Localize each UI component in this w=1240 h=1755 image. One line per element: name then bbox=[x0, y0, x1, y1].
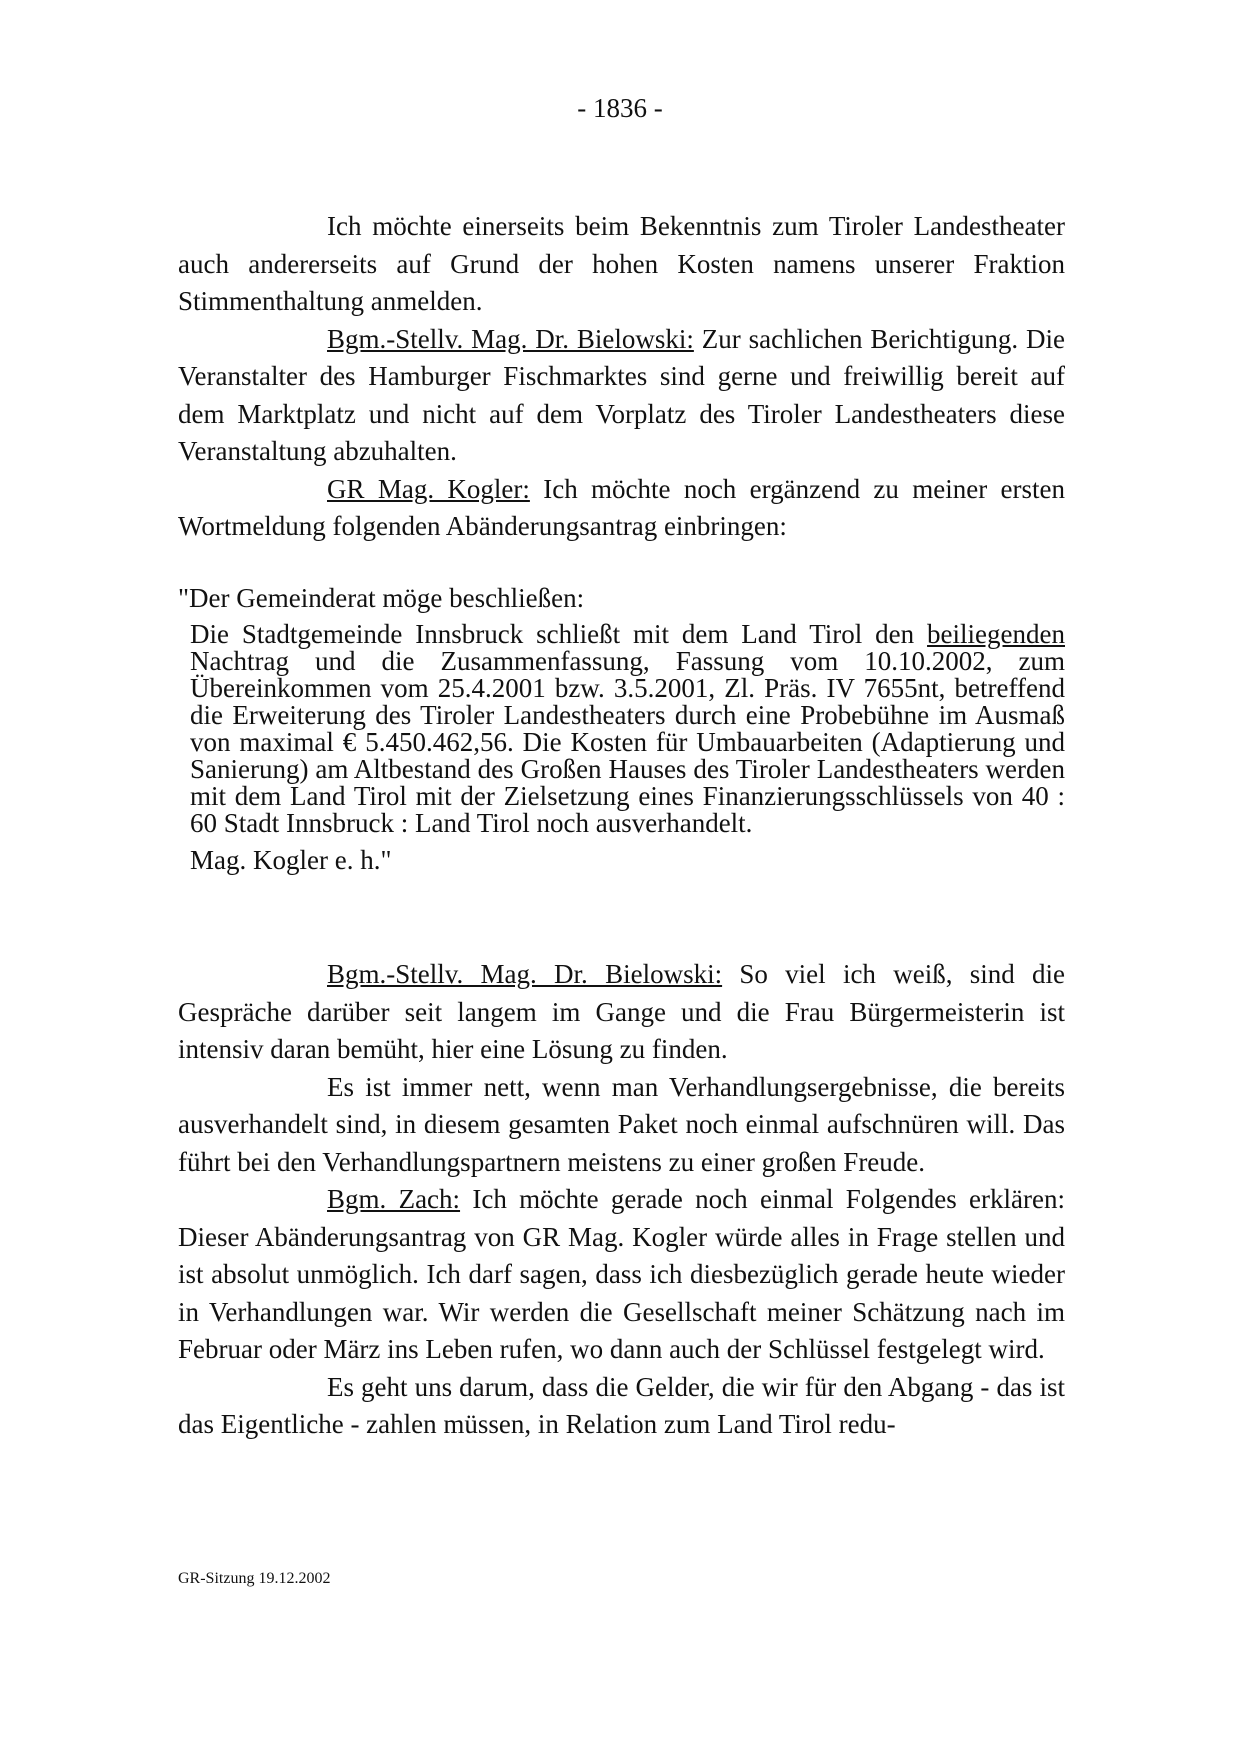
paragraph bbox=[178, 471, 1065, 546]
motion-opening: "Der Gemeinderat möge beschließen: bbox=[178, 583, 585, 613]
paragraph: Es geht uns darum, dass die Gelder, die wir für den Abgang - das ist das Eigentliche - zahlen müssen, in Relation zum Land Tirol redu- bbox=[178, 1371, 1065, 1439]
footer-session-date: GR-Sitzung 19.12.2002 bbox=[178, 1570, 331, 1587]
speech-text: Ich möchte noch ergänzend zu meiner ersten Wortmeldung folgenden Abänderungsantrag einbringen: bbox=[178, 473, 1065, 541]
speech-text: Zur sachlichen Berichtigung. Die Veranstalter des Hamburger Fischmarktes sind gerne und freiwillig bereit auf dem Marktplatz und nicht auf dem Vorplatz des Tiroler Landestheaters diese Veranstaltung abzuhalten. bbox=[178, 323, 1066, 466]
speaker-name: Bgm.-Stellv. Mag. Dr. Bielowski: bbox=[327, 959, 723, 989]
text-block-bottom bbox=[178, 956, 1065, 1444]
motion-text-part: Nachtrag und die Zusammenfassung, Fassung vom 10.10.2002, zum Übereinkommen vom 25.4.2001 bzw. 3.5.2001, Zl. Präs. IV 7655nt, betreffend die Erweiterung des Tiroler Landestheaters durch eine Probebühne im Ausmaß von maximal € 5.450.462,56. Die Kosten für Umbauarbeiten (Adaptierung und Sanierung) am Altbestand des Großen Hauses des Tiroler Landestheaters werden mit dem Land Tirol mit der Zielsetzung eines Finanzierungsschlüssels von 40 : 60 Stadt Innsbruck : Land Tirol noch ausverhandelt. bbox=[190, 645, 1065, 838]
paragraph bbox=[178, 956, 1065, 1069]
speech-text: So viel ich weiß, sind die Gespräche darüber seit langem im Gange und die Frau Bürgermeisterin ist intensiv daran bemüht, hier eine Lösung zu finden. bbox=[178, 959, 1065, 1064]
paragraph bbox=[178, 1181, 1065, 1369]
page-number: - 1836 - bbox=[577, 93, 663, 123]
motion-signature: Mag. Kogler e. h." bbox=[190, 844, 392, 875]
speech-text: Ich möchte gerade noch einmal Folgendes erklären: Dieser Abänderungsantrag von GR Mag. Kogler würde alles in Frage stellen und ist absolut unmöglich. Ich darf sagen, dass ich diesbezüglich gerade heute wieder in Verhandlungen war. Wir werden die Gesellschaft meiner Schätzung nach im Februar oder März ins Leben rufen, wo dann auch der Schlüssel festgelegt wird. bbox=[178, 1184, 1065, 1364]
paragraph: Ich möchte einerseits beim Bekenntnis zum Tiroler Landestheater auch andererseits auf Grund der hohen Kosten namens unserer Fraktion Stimmenthaltung anmelden. bbox=[178, 211, 1065, 316]
motion-underlined-word: beiliegenden bbox=[927, 618, 1065, 649]
speaker-name: GR Mag. Kogler: bbox=[327, 473, 530, 504]
speaker-name: Bgm. Zach: bbox=[327, 1184, 461, 1214]
text-block-top bbox=[178, 208, 1065, 546]
motion-block bbox=[178, 580, 1065, 875]
paragraph: Es ist immer nett, wenn man Verhandlungsergebnisse, die bereits ausverhandelt sind, in diesem gesamten Paket noch einmal aufschnüren will. Das führt bei den Verhandlungspartnern meistens zu einer großen Freude. bbox=[178, 1071, 1065, 1177]
speaker-name: Bgm.-Stellv. Mag. Dr. Bielowski: bbox=[327, 323, 694, 354]
paragraph bbox=[178, 321, 1065, 471]
motion-text-part: Die Stadtgemeinde Innsbruck schließt mit dem Land Tirol den bbox=[190, 618, 928, 649]
motion-text bbox=[190, 618, 1065, 838]
